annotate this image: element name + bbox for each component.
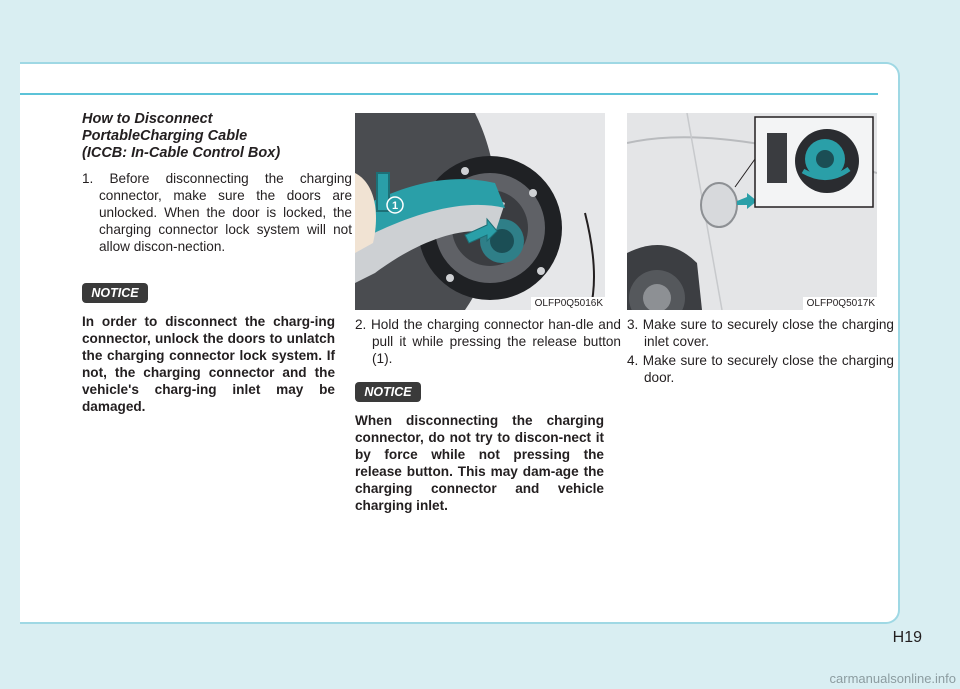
connector-illustration [355,113,605,310]
heading-line-2: PortableCharging Cable [82,128,248,144]
figure-code-1: OLFP0Q5016K [531,297,605,310]
figure-code-2: OLFP0Q5017K [803,297,877,310]
notice-badge-2: NOTICE [355,382,421,402]
charging-door-illustration [627,113,877,310]
notice-text-1: In order to disconnect the charg-ing connector, unlock the doors to unlatch the charging connector lock system. If not, the charging connector and the vehicle's charg-ing inlet may be damaged. [82,314,335,414]
heading-line-1: How to Disconnect [82,111,213,127]
page-number: H19 [892,629,922,646]
step-4-text: 4. Make sure to securely close the charging door. [627,353,894,385]
header-rule [20,93,878,95]
step-2-text: 2. Hold the charging connector han-dle and pull it while pressing the release button (1). [355,317,621,366]
notice-text-2: When disconnecting the charging connector, do not try to discon-nect it by force while not pressing the release button. This may dam-age the charging connector and vehicle charging inlet. [355,413,604,513]
section-heading [82,111,337,162]
footer-watermark: carmanualsonline.info [829,671,956,686]
figure-close-charging-door [627,113,877,310]
step-3-text: 3. Make sure to securely close the charging inlet cover. [627,317,894,349]
notice-badge-1: NOTICE [82,283,148,303]
heading-line-3: (ICCB: In-Cable Control Box) [82,145,281,161]
step-1-text: 1. Before disconnecting the charging connector, make sure the doors are unlocked. When the door is locked, the charging connector lock system will not allow discon-nection. [82,171,352,254]
callout-number: 1 [391,200,399,212]
figure-connector-disconnect [355,113,605,310]
